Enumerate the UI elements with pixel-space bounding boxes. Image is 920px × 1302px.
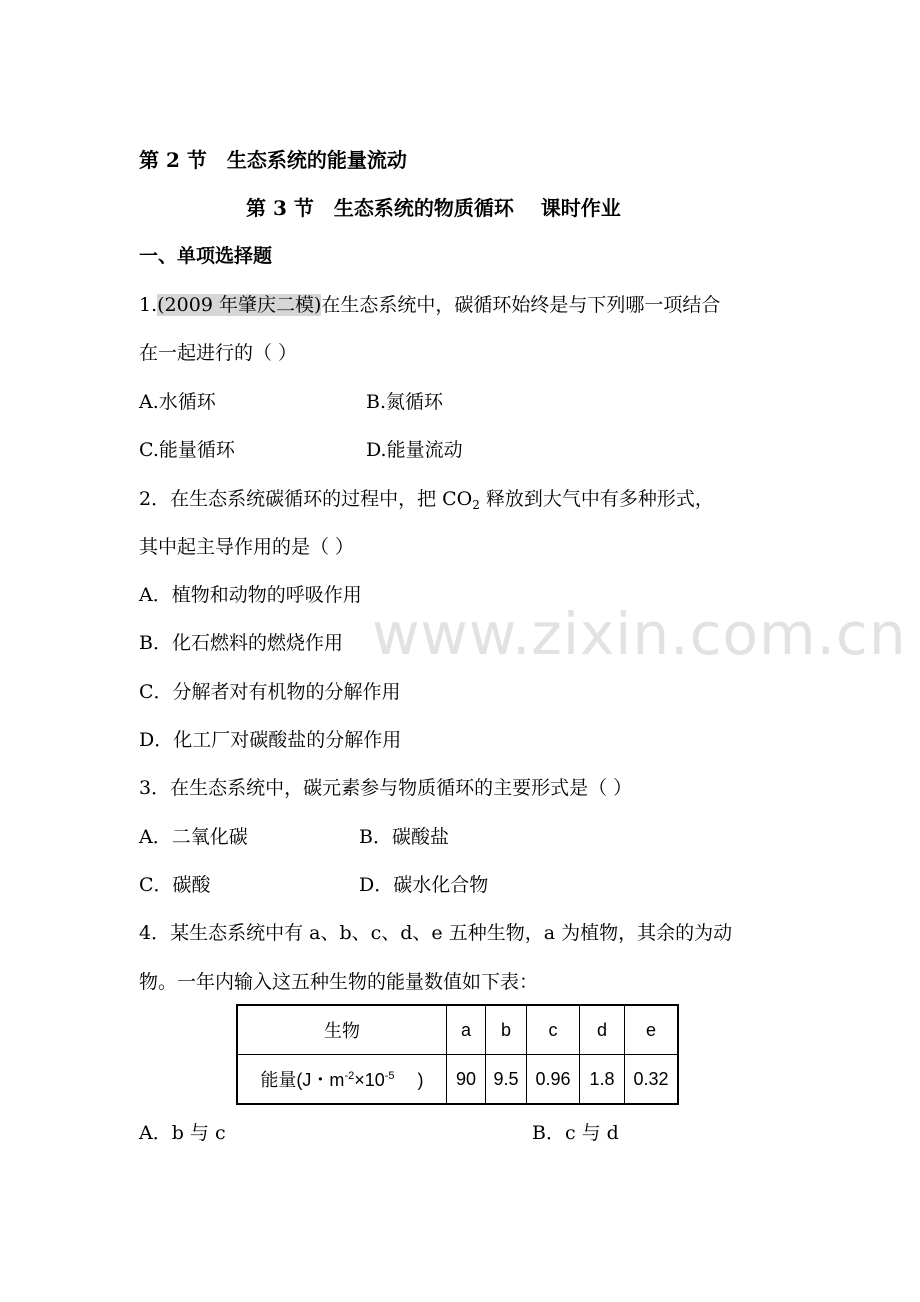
table-cell: 90 xyxy=(447,1055,486,1105)
question-4-option-b: B．c 与 d xyxy=(532,1122,619,1144)
question-1-text: 在生态系统中，碳循环始终是与下列哪一项结合 xyxy=(321,294,721,316)
question-3-option-d: D．碳水化合物 xyxy=(359,874,489,896)
table-header-cell: c xyxy=(527,1005,580,1055)
question-4-option-a: A．b 与 c xyxy=(139,1122,226,1144)
section-heading-3: 第 3 节 生态系统的物质循环 课时作业 xyxy=(246,196,621,220)
question-type-heading: 一、单项选择题 xyxy=(139,245,273,267)
watermark: www.zixin.com.cn xyxy=(372,600,907,668)
question-2-subscript: 2 xyxy=(472,498,480,512)
question-3-option-a: A．二氧化碳 xyxy=(139,826,248,848)
row-label-text: ×10 xyxy=(354,1070,385,1090)
question-2-option-c: C．分解者对有机物的分解作用 xyxy=(139,681,401,703)
question-1-line-2: 在一起进行的（ ） xyxy=(139,342,298,364)
table-row xyxy=(237,1055,678,1105)
question-1-option-b: B.氮循环 xyxy=(366,391,444,413)
question-1-line-1 xyxy=(139,293,720,317)
question-2-text-post: 释放到大气中有多种形式， xyxy=(479,488,714,510)
question-2-text-pre: 2．在生态系统碳循环的过程中，把 CO xyxy=(139,488,473,510)
table-header-label: 生物 xyxy=(237,1005,447,1055)
table-cell: 0.32 xyxy=(625,1055,679,1105)
question-3-option-b: B．碳酸盐 xyxy=(359,826,449,848)
question-2-option-b: B．化石燃料的燃烧作用 xyxy=(139,632,343,654)
table-header-cell: a xyxy=(447,1005,486,1055)
row-label-sup: -2 xyxy=(344,1070,355,1082)
table-header-cell: b xyxy=(486,1005,527,1055)
row-label-text: 能量(J・m xyxy=(260,1070,345,1090)
table-row xyxy=(237,1005,678,1055)
question-1-option-c: C.能量循环 xyxy=(139,439,235,461)
question-1-option-a: A.水循环 xyxy=(139,391,216,413)
question-1-number: 1. xyxy=(139,294,158,316)
section-heading-2: 第 2 节 生态系统的能量流动 xyxy=(139,148,407,172)
table-cell: 0.96 xyxy=(527,1055,580,1105)
question-2-option-d: D．化工厂对碳酸盐的分解作用 xyxy=(139,729,402,751)
table-header-cell: d xyxy=(580,1005,625,1055)
row-label-sup: -5 xyxy=(384,1070,395,1082)
question-1-source: (2009 年肇庆二模) xyxy=(157,294,322,316)
table-cell: 1.8 xyxy=(580,1055,625,1105)
question-2-line-1 xyxy=(139,487,714,517)
table-header-cell: e xyxy=(625,1005,679,1055)
question-2-line-2: 其中起主导作用的是（ ） xyxy=(139,536,355,558)
energy-table xyxy=(236,1004,679,1105)
question-2-option-a: A．植物和动物的呼吸作用 xyxy=(139,584,362,606)
question-1-option-d: D.能量流动 xyxy=(366,439,463,461)
question-3-option-c: C．碳酸 xyxy=(139,874,211,896)
question-3-text: 3．在生态系统中，碳元素参与物质循环的主要形式是（ ） xyxy=(139,777,633,799)
table-cell: 9.5 xyxy=(486,1055,527,1105)
row-label-text: ) xyxy=(394,1070,424,1090)
question-4-line-1: 4．某生态系统中有 a、b、c、d、e 五种生物，a 为植物，其余的为动 xyxy=(139,922,733,944)
question-4-line-2: 物。一年内输入这五种生物的能量数值如下表： xyxy=(139,971,539,993)
table-row-label xyxy=(237,1055,447,1105)
